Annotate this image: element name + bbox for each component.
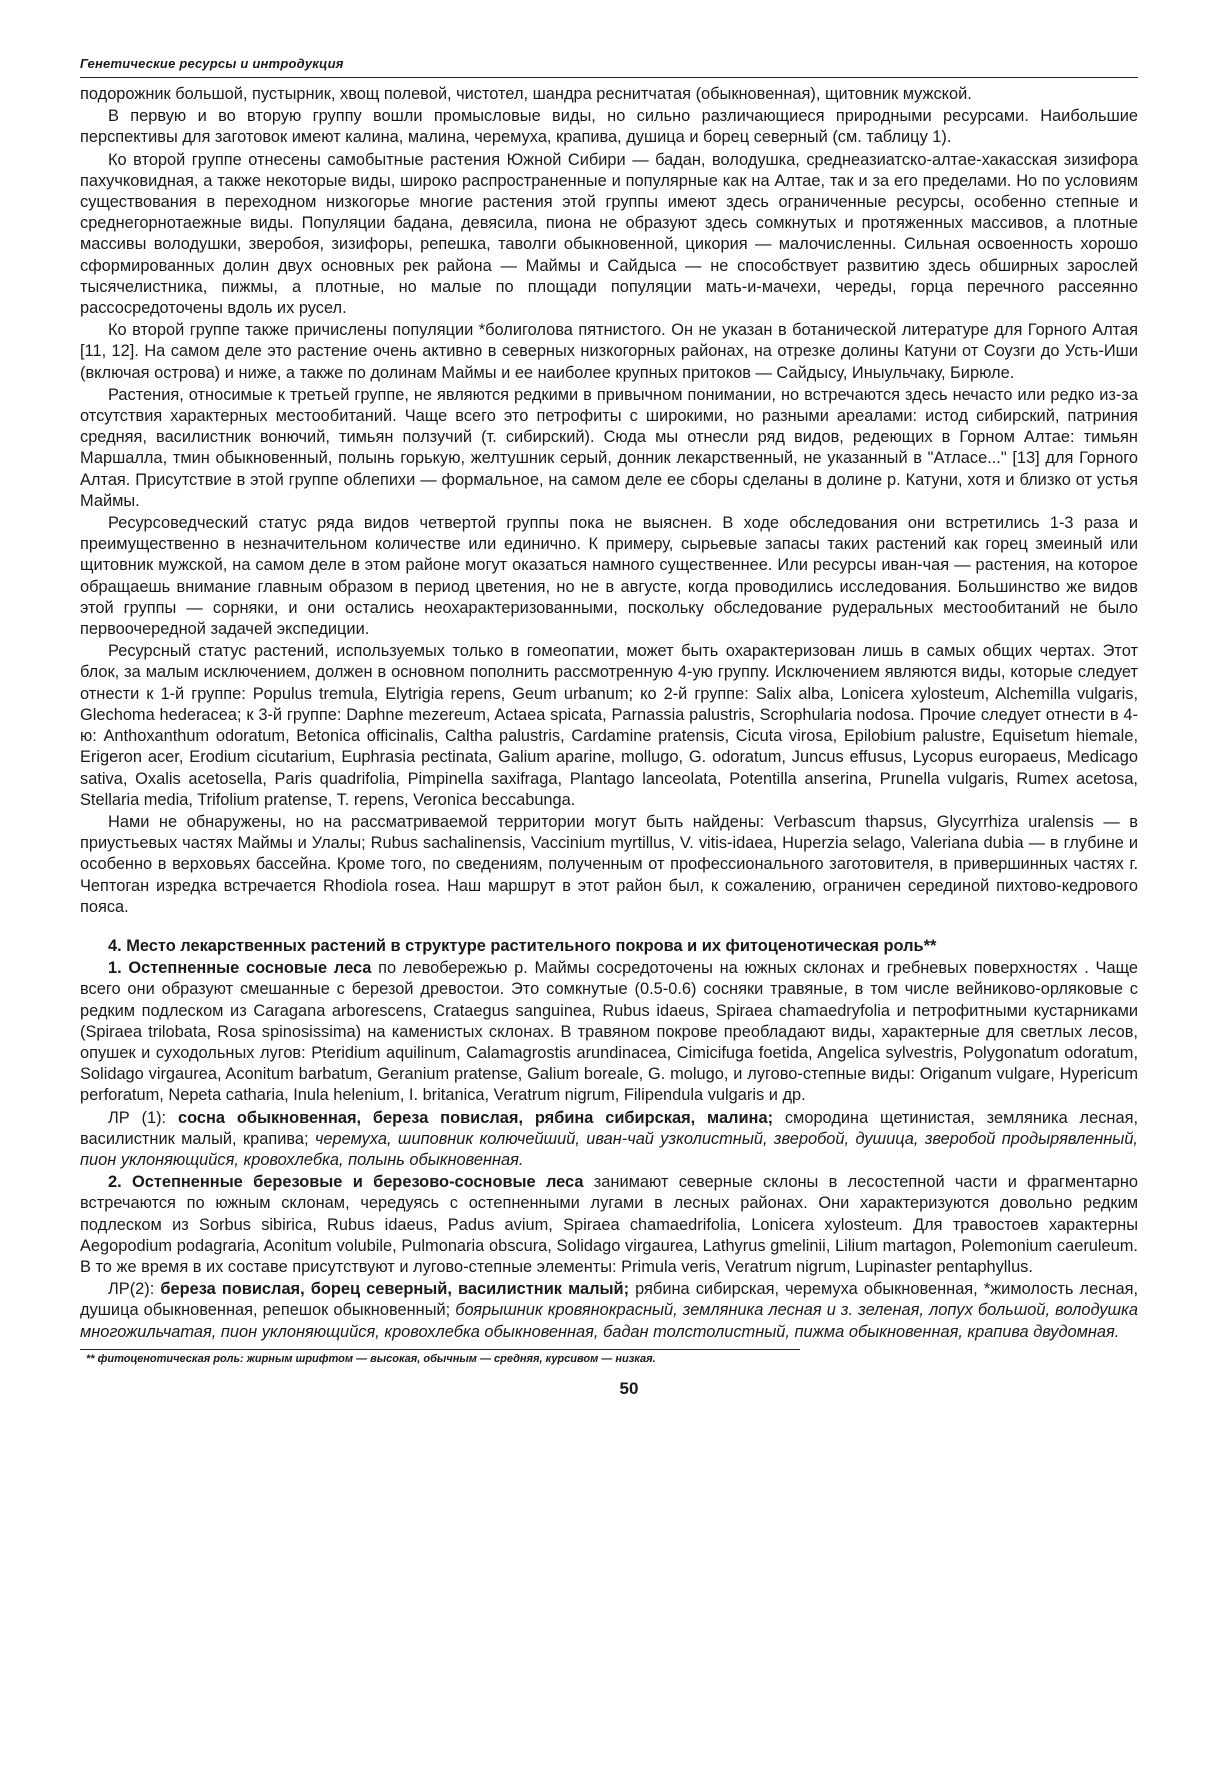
paragraph: В первую и во вторую группу вошли промысловые виды, но сильно различающиеся природными ресурсами. Наибольшие перспективы для заготовок имеют калина, малина, черемуха, крапива, душица и борец северный (см. таблицу 1). [80, 107, 1138, 147]
section-paragraph-1 [80, 958, 1138, 1106]
lr2-label: ЛР(2): [108, 1280, 161, 1299]
forest-type-1-text: по левобережью р. Маймы сосредоточены на южных склонах и гребневых поверхностях . Чаще всего они образуют смешанные с березой древостои. Это сомкнутые (0.5-0.6) сосняки травяные, в том числе вейниково-орляковые с редким подлеском из Caragana arborescens, Crataegus sanguinea, Rubus idaeus, Spiraea chamaedryfolia и петрофитными кустарниками (Spiraea trilobata, Rosa spinosissima) на каменистых склонах. В травяном покрове преобладают виды, характерные для светлых лесов, опушек и суходольных лугов: Pteridium aquilinum, Calamagrostis arundinacea, Cimicifuga foetida, Angelica sylvestris, Polygonatum odoratum, Solidago virgaurea, Aconitum barbatum, Geranium pratense, Galium boreale, G. molugo, и лугово-степные виды: Origanum vulgare, Hypericum perforatum, Nepeta catharia, Inula helenium, I. britanica, Veratrum nigrum, Filipendula vulgaris и др. [80, 959, 1139, 1105]
section-paragraph-2 [80, 1172, 1138, 1278]
lr2-medium-role: рябина сибирская, черемуха обыкновенная, *жимолость лесная, душица обыкновенная, репешок обыкновенный; [80, 1280, 1138, 1320]
forest-type-1-title: 1. Остепненные сосновые леса [108, 959, 372, 978]
lr1-medium-role: смородина щетинистая, земляника лесная, василистник малый, крапива; [80, 1108, 1138, 1148]
lr1-paragraph [80, 1108, 1138, 1172]
footnote: ** фитоценотическая роль: жирным шрифтом — высокая, обычным — средняя, курсивом — низкая. [86, 1352, 656, 1365]
lr2-paragraph [80, 1279, 1138, 1343]
lr2-high-role: береза повислая, борец северный, василистник малый; [160, 1280, 630, 1299]
paragraph: Нами не обнаружены, но на рассматриваемой территории могут быть найдены: Verbascum thapsus, Glycyrrhiza uralensis — в приустьевых частях Маймы и Улалы; Rubus sachalinensis, Vaccinium myrtillus, V. vitis-idaea, Huperzia selago, Valeriana dubia — в глубине и особенно в верховьях бассейна. Кроме того, по сведениям, полученным от профессионального заготовителя, в привершинных частях г. Чептоган изредка встречается Rhodiola rosea. Наш маршрут в этот район был, к сожалению, ограничен серединой пихтово-кедрового пояса. [80, 812, 1138, 916]
forest-type-2-title: 2. Остепненные березовые и березово-сосновые леса [108, 1173, 584, 1192]
paragraph: Ресурсоведческий статус ряда видов четвертой группы пока не выяснен. В ходе обследования они встретились 1-3 раза и преимущественно в незначительном количестве или единично. К примеру, сырьевые запасы таких растений как горец змеиный или щитовник мужской, на самом деле в этом районе могут оказаться намного существеннее. Или ресурсы иван-чая — растения, на которое обращаешь внимание главным образом в период цветения, но не в августе, когда проводились исследования. Большинство же видов этой группы — сорняки, и они остались неохарактеризованными, поскольку обследование рудеральных местообитаний не было первоочередной задачей экспедиции. [80, 514, 1138, 639]
paragraph: Растения, относимые к третьей группе, не являются редкими в привычном понимании, но встречаются здесь нечасто или редко из-за отсутствия характерных местообитаний. Чаще всего это петрофиты с широкими, но разными ареалами: истод сибирский, патриния средняя, василистник вонючий, тимьян ползучий (т. сибирский). Сюда мы отнесли ряд видов, редеющих в Горном Алтае: тимьян Маршалла, тмин обыкновенный, полынь горькую, желтушник серый, донник лекарственный, не указанный в "Атласе..." [13] для Горного Алтая. Присутствие в этой группе облепихи — формальное, на самом деле ее сборы сделаны в долине р. Катуни, хотя и близко от устья Маймы. [80, 385, 1138, 510]
paragraph: подорожник большой, пустырник, хвощ полевой, чистотел, шандра реснитчатая (обыкновенная), щитовник мужской. [80, 85, 972, 103]
paragraph: Ко второй группе также причислены популяции *болиголова пятнистого. Он не указан в ботанической литературе для Горного Алтая [11, 12]. На самом деле это растение очень активно в северных низкогорных районах, на отрезке долины Катуни от Соузги до Усть-Иши (включая острова) и ниже, а также по долинам Маймы и ее наиболее крупных притоков — Сайдысу, Иныульчаку, Бирюле. [80, 321, 1138, 382]
paragraph: Ресурсный статус растений, используемых только в гомеопатии, может быть охарактеризован лишь в самых общих чертах. Этот блок, за малым исключением, должен в основном пополнить рассмотренную 4-ую группу. Исключением являются виды, которые следует отнести к 1-й группе: Populus tremula, Elytrigia repens, Geum urbanum; ко 2-й группе: Salix alba, Lonicera xylosteum, Alchemilla vulgaris, Glechoma hederacea; к 3-й группе: Daphne mezereum, Actaea spicata, Parnassia palustris, Scrophularia nodosa. Прочие следует отнести в 4-ю: Anthoxanthum odoratum, Betonica officinalis, Caltha palustris, Cardamine pratensis, Cicuta virosa, Epilobium palustre, Equisetum hiemale, Erigeron acer, Erodium cicutarium, Euphrasia pectinata, Galium aparine, mollugo, G. odoratum, Juncus effusus, Lycopus europaeus, Medicago sativa, Oxalis acetosella, Paris quadrifolia, Pimpinella saxifraga, Plantago lanceolata, Potentilla anserina, Prunella vulgaris, Rumex acetosa, Stellaria media, Trifolium pratense, T. repens, Veronica beccabunga. [80, 642, 1138, 809]
article-body [80, 84, 1138, 1343]
lr1-label: ЛР (1): [108, 1108, 178, 1127]
page-number: 50 [619, 1378, 639, 1398]
section-heading: 4. Место лекарственных растений в структуре растительного покрова и их фитоценотическая роль** [108, 936, 937, 955]
lr1-low-role: черемуха, шиповник колючейший, иван-чай узколистный, зверобой, душица, зверобой продырявленный, пион уклоняющийся, кровохлебка, полынь обыкновенная. [80, 1129, 1138, 1169]
lr1-high-role: сосна обыкновенная, береза повислая, рябина сибирская, малина; [177, 1108, 774, 1127]
lr2-low-role: боярышник кровянокрасный, земляника лесная и з. зеленая, лопух большой, володушка многожильчатая, пион уклоняющийся, кровохлебка обыкновенная, бадан толстолистный, пижма обыкновенная, крапива двудомная. [80, 1301, 1138, 1341]
running-header: Генетические ресурсы и интродукция [80, 56, 344, 71]
forest-type-2-text: занимают северные склоны в лесостепной части и фрагментарно встречаются по южным склонам, чередуясь с остепненными лугами в лесных районах. Они характеризуются довольно редким подлеском из Sorbus sibirica, Rubus idaeus, Padus avium, Spiraea chamaedrifolia, Lonicera xylosteum. Для травостоев характерны Aegopodium podagraria, Aconitum volubile, Pulmonaria obscura, Solidago virgaurea, Lathyrus gmelinii, Lilium martagon, Polemonium caeruleum. В то же время в их составе присутствуют и лугово-степные элементы: Primula veris, Veratrum nigrum, Lupinaster pentaphyllus. [80, 1173, 1139, 1276]
page [80, 56, 1138, 1399]
header-rule [80, 77, 1138, 78]
paragraph: Ко второй группе отнесены самобытные растения Южной Сибири — бадан, володушка, среднеазиатско-алтае-хакасская зизифора пахучковидная, а также некоторые виды, широко распространенные и популярные как на Алтае, так и за его пределами. Но по условиям существования в переходном низкогорье многие растения этой группы имеют здесь ограниченные ресурсы, особенно степные и среднегорнотаежные виды. Популяции бадана, девясила, пиона не образуют здесь сомкнутых и протяженных массивов, а плотные массивы володушки, зверобоя, зизифоры, репешка, таволги обыкновенной, цикория — малочисленны. Сильная освоенность хорошо сформированных долин двух основных рек района — Маймы и Сайдыса — не способствует развитию здесь обширных зарослей тысячелистника, пижмы, а плотные, но малые по площади популяции мать-и-мачехи, череды, горца перечного рассеянно рассосредоточены вдоль их русел. [80, 150, 1138, 318]
footnote-rule [80, 1349, 800, 1350]
